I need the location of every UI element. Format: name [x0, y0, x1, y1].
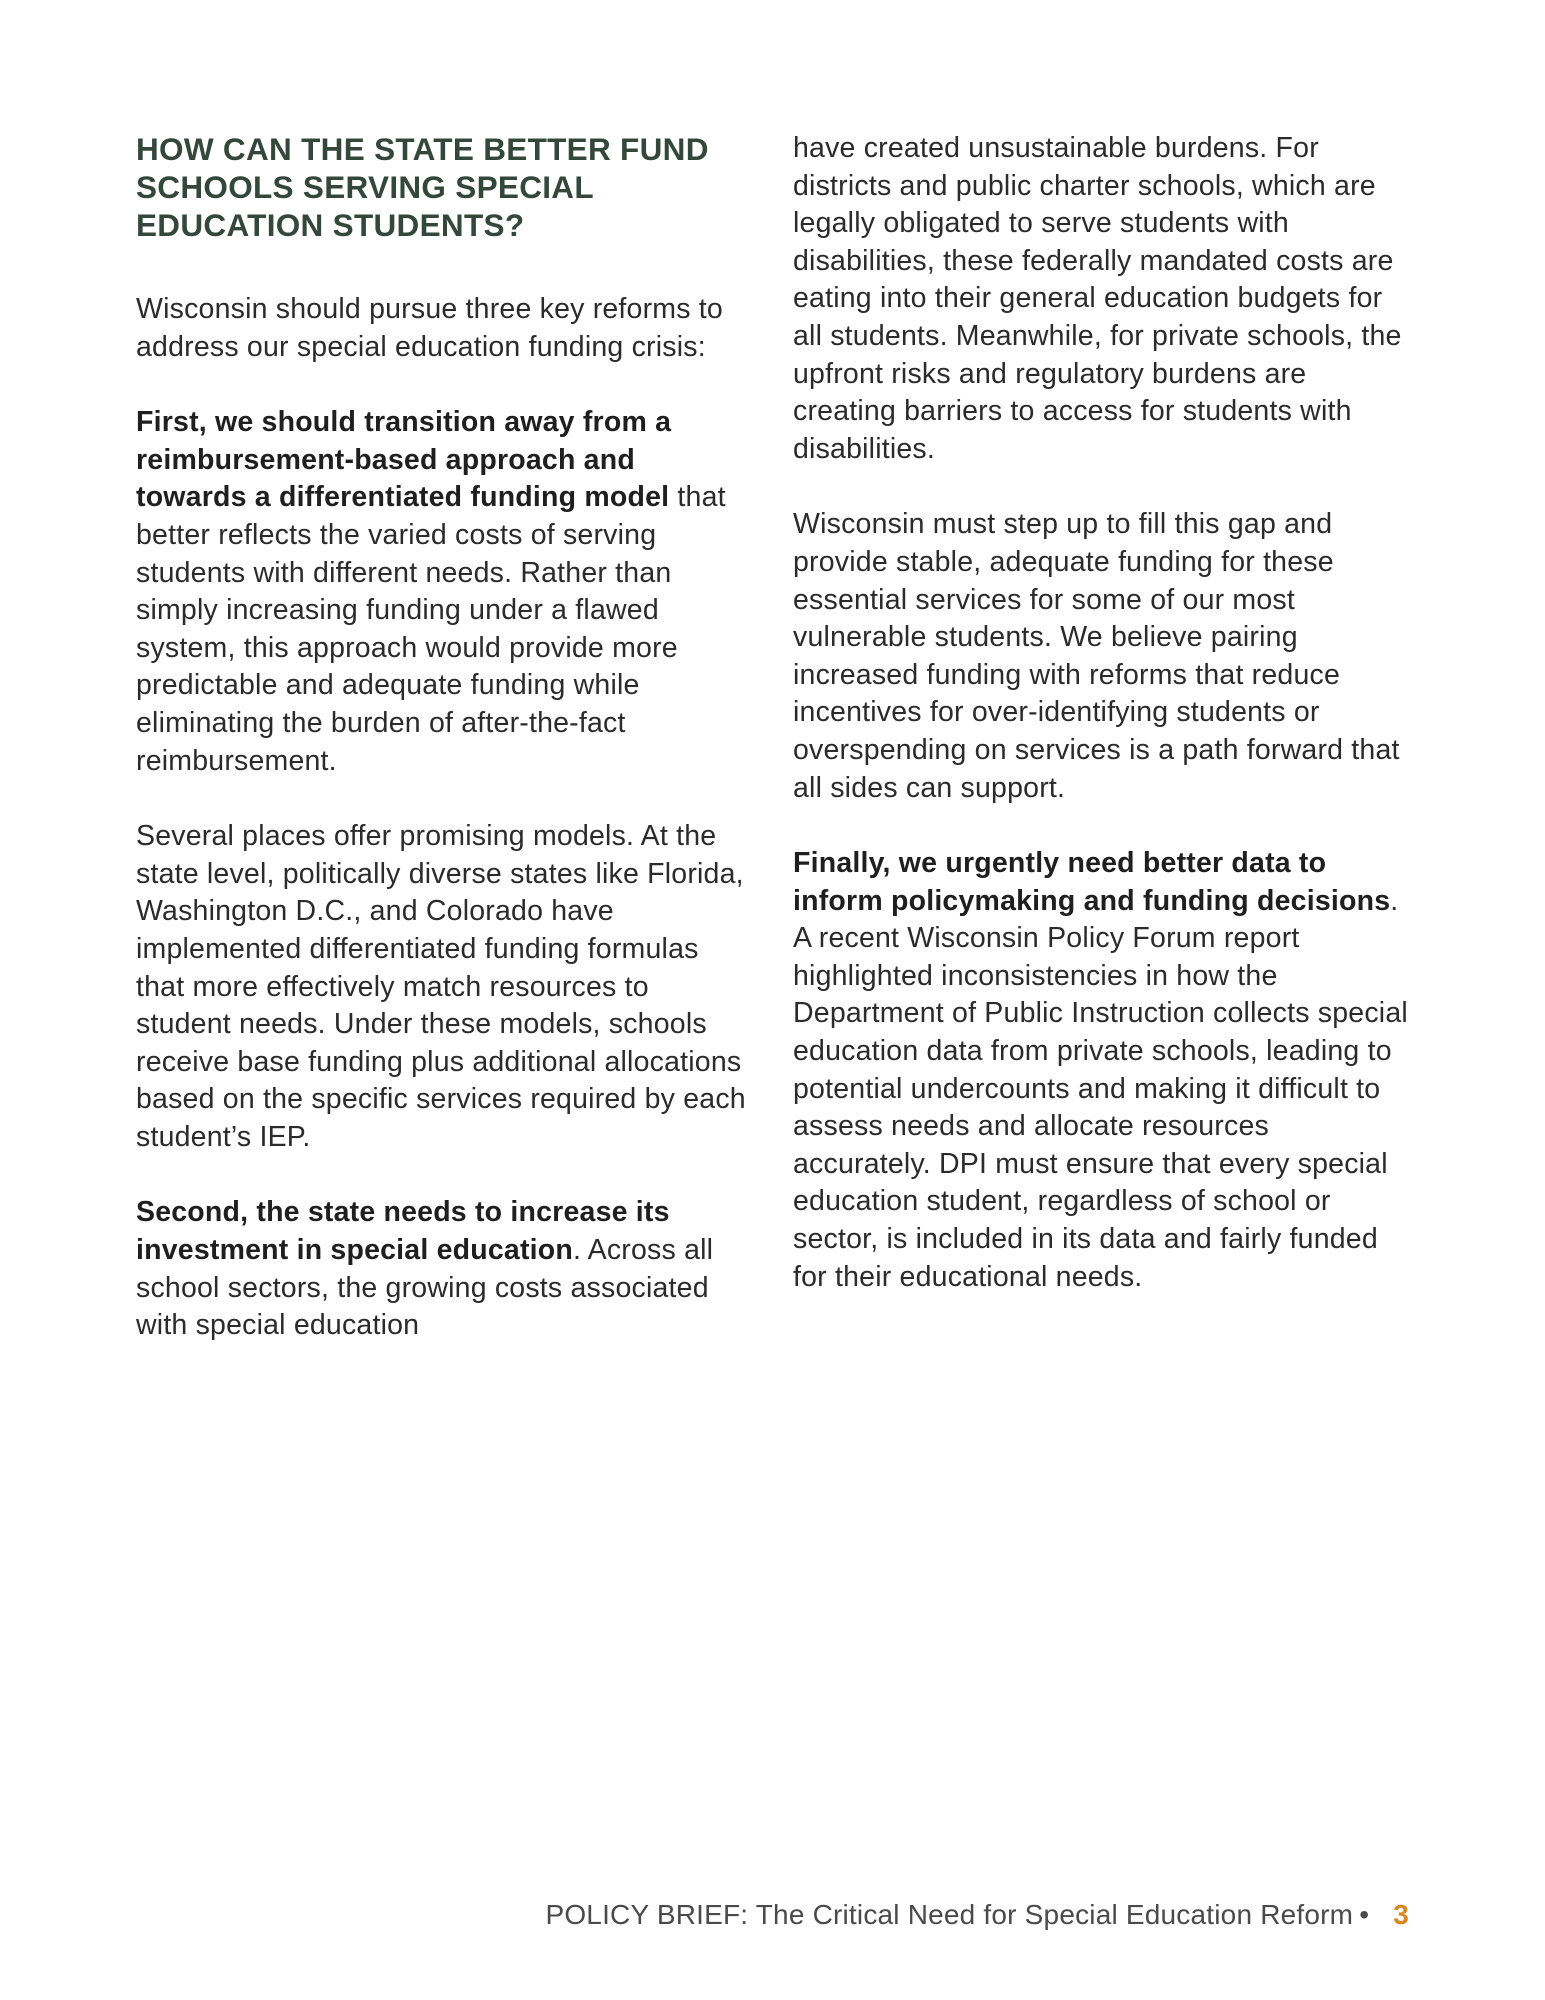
footer-title: POLICY BRIEF: The Critical Need for Special Education Reform [545, 1899, 1354, 1930]
left-column [136, 130, 746, 1383]
continuation-paragraph: have created unsustainable burdens. For districts and public charter schools, which are legally obligated to serve students with disabilities, these federally mandated costs are eating into their general education budgets for all students. Meanwhile, for private schools, the upfront risks and regulatory burdens are creating barriers to access for students with disabilities. [793, 132, 1402, 465]
first-reform-bold: First, we should transition away from a reimbursement-based approach and towards a differentiated funding model [136, 406, 672, 514]
right-column [793, 130, 1413, 1334]
second-reform-bold: Second, the state needs to increase its investment in special education [136, 1196, 670, 1267]
page-number: 3 [1393, 1899, 1409, 1930]
third-reform-bold: Finally, we urgently need better data to inform policymaking and funding decisions [793, 847, 1391, 917]
second-reform-text: . Across all school sectors, the growing costs associated with special education [136, 1234, 714, 1342]
third-reform-paragraph [793, 845, 1413, 1296]
footer-bullet: • [1359, 1899, 1370, 1930]
step-up-paragraph: Wisconsin must step up to fill this gap and provide stable, adequate funding for these essential services for some of our most vulnerable students. We believe pairing increased funding with reforms that reduce incentives for over-identifying students or overspending on services is a path forward that all sides can support. [793, 508, 1400, 804]
second-reform-paragraph [136, 1194, 746, 1344]
intro-paragraph: Wisconsin should pursue three key reforms to address our special education funding crisis: [136, 293, 723, 363]
models-paragraph: Several places offer promising models. At the state level, politically diverse states like Florida, Washington D.C., and Colorado have implemented differentiated funding formulas that more effectively match resources to student needs. Under these models, schools receive base funding plus additional allocations based on the specific services required by each student’s IEP. [136, 820, 746, 1153]
first-reform-paragraph [136, 404, 746, 780]
section-heading: HOW CAN THE STATE BETTER FUND SCHOOLS SERVING SPECIAL EDUCATION STUDENTS? [136, 131, 709, 243]
page-footer [545, 1897, 1409, 1933]
first-reform-text: that better reflects the varied costs of serving students with different needs. Rather than simply increasing funding under a flawed system, this approach would provide more predictable and adequate funding while eliminating the burden of after-the-fact reimbursement. [136, 481, 726, 777]
third-reform-text: . A recent Wisconsin Policy Forum report highlighted inconsistencies in how the Department of Public Instruction collects special education data from private schools, leading to potential undercounts and making it difficult to assess needs and allocate resources accurately. DPI must ensure that every special education student, regardless of school or sector, is included in its data and fairly funded for their educational needs. [793, 884, 1408, 1293]
